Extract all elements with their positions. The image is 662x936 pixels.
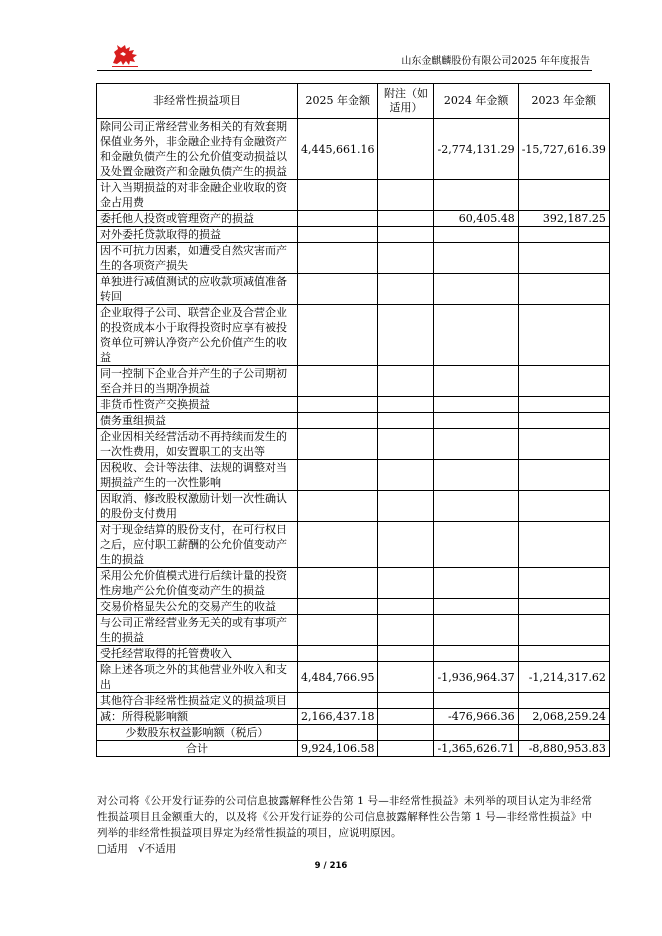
row-amount-2024 <box>434 243 518 274</box>
row-amount-2023 <box>518 522 609 568</box>
row-amount-2024 <box>434 180 518 211</box>
row-note <box>378 119 434 180</box>
row-note <box>378 615 434 646</box>
row-item-label: 企业因相关经营活动不再持续而发生的一次性费用，如安置职工的支出等 <box>97 429 298 460</box>
table-row <box>97 599 610 615</box>
table-row <box>97 646 610 662</box>
row-note <box>378 413 434 429</box>
row-amount-2023 <box>518 397 609 413</box>
row-note <box>378 491 434 522</box>
row-amount-2024: 60,405.48 <box>434 211 518 227</box>
row-amount-2023 <box>518 366 609 397</box>
row-amount-2025 <box>298 397 378 413</box>
row-amount-2025 <box>298 460 378 491</box>
row-amount-2024 <box>434 646 518 662</box>
row-item-label: 除上述各项之外的其他营业外收入和支出 <box>97 662 298 693</box>
qilin-logo-icon <box>111 43 139 67</box>
table-row <box>97 725 610 741</box>
table-row <box>97 274 610 305</box>
row-item-label: 对于现金结算的股份支付，在可行权日之后，应付职工薪酬的公允价值变动产生的损益 <box>97 522 298 568</box>
row-amount-2025 <box>298 725 378 741</box>
page-header <box>97 40 592 71</box>
row-amount-2023 <box>518 305 609 366</box>
row-amount-2025: 4,445,661.16 <box>298 119 378 180</box>
row-note <box>378 741 434 757</box>
table-row <box>97 709 610 725</box>
table-row <box>97 413 610 429</box>
row-amount-2025 <box>298 491 378 522</box>
row-amount-2023 <box>518 615 609 646</box>
row-item-label: 委托他人投资或管理资产的损益 <box>97 211 298 227</box>
table-row <box>97 491 610 522</box>
table-row <box>97 693 610 709</box>
row-note <box>378 725 434 741</box>
table-row <box>97 305 610 366</box>
table-row <box>97 662 610 693</box>
row-amount-2023: -1,214,317.62 <box>518 662 609 693</box>
row-item-label: 因取消、修改股权激励计划一次性确认的股份支付费用 <box>97 491 298 522</box>
row-item-label: 交易价格显失公允的交易产生的收益 <box>97 599 298 615</box>
row-amount-2023 <box>518 243 609 274</box>
row-note <box>378 243 434 274</box>
row-amount-2025 <box>298 366 378 397</box>
row-amount-2025 <box>298 243 378 274</box>
table-row <box>97 119 610 180</box>
row-amount-2025 <box>298 568 378 599</box>
row-amount-2023 <box>518 491 609 522</box>
row-amount-2023 <box>518 599 609 615</box>
table-row <box>97 615 610 646</box>
table-row <box>97 211 610 227</box>
row-amount-2024 <box>434 568 518 599</box>
checkmark-icon: √ <box>137 843 145 855</box>
row-amount-2025 <box>298 693 378 709</box>
row-amount-2023 <box>518 413 609 429</box>
column-header-item: 非经常性损益项目 <box>97 84 298 119</box>
row-amount-2025 <box>298 646 378 662</box>
row-note <box>378 227 434 243</box>
table-row <box>97 522 610 568</box>
row-amount-2025 <box>298 615 378 646</box>
row-amount-2024 <box>434 599 518 615</box>
row-amount-2024 <box>434 725 518 741</box>
table-row <box>97 568 610 599</box>
row-amount-2024 <box>434 413 518 429</box>
row-amount-2025 <box>298 211 378 227</box>
row-item-label: 采用公允价值模式进行后续计量的投资性房地产公允价值变动产生的损益 <box>97 568 298 599</box>
row-amount-2025 <box>298 227 378 243</box>
row-amount-2025 <box>298 180 378 211</box>
row-item-label: 企业取得子公司、联营企业及合营企业的投资成本小于取得投资时应享有被投资单位可辨认净资产公允价值产生的收益 <box>97 305 298 366</box>
row-note <box>378 646 434 662</box>
row-amount-2024 <box>434 693 518 709</box>
row-amount-2023 <box>518 429 609 460</box>
row-note <box>378 568 434 599</box>
table-row <box>97 429 610 460</box>
row-note <box>378 662 434 693</box>
applicability-line <box>97 841 176 857</box>
table-row <box>97 366 610 397</box>
table-row <box>97 397 610 413</box>
row-amount-2023 <box>518 180 609 211</box>
row-note <box>378 180 434 211</box>
column-header-2023: 2023 年金额 <box>518 84 609 119</box>
row-amount-2023 <box>518 460 609 491</box>
row-note <box>378 709 434 725</box>
row-amount-2024 <box>434 522 518 568</box>
explanation-note: 对公司将《公开发行证券的公司信息披露解释性公告第 1 号—非经常性损益》未列举的项目认定为非经常性损益项目且金额重大的，以及将《公开发行证券的公司信息披露解释性公告第 1 号—非经常性损益》中列举的非经常性损益项目界定为经常性损益的项目，应说明原因。 <box>97 795 592 839</box>
row-note <box>378 366 434 397</box>
row-item-label: 除同公司正常经营业务相关的有效套期保值业务外，非金融企业持有金融资产和金融负债产生的公允价值变动损益以及处置金融资产和金融负债产生的损益 <box>97 119 298 180</box>
row-amount-2024: -1,936,964.37 <box>434 662 518 693</box>
row-note <box>378 429 434 460</box>
row-item-label: 减：所得税影响额 <box>97 709 298 725</box>
row-item-label: 与公司正常经营业务无关的或有事项产生的损益 <box>97 615 298 646</box>
row-item-label: 债务重组损益 <box>97 413 298 429</box>
row-amount-2024: -1,365,626.71 <box>434 741 518 757</box>
not-applicable-label: 不适用 <box>144 843 177 855</box>
row-note <box>378 522 434 568</box>
table-row <box>97 180 610 211</box>
row-amount-2023 <box>518 227 609 243</box>
row-amount-2025: 9,924,106.58 <box>298 741 378 757</box>
row-amount-2023: 392,187.25 <box>518 211 609 227</box>
row-amount-2025 <box>298 305 378 366</box>
row-amount-2023: -15,727,616.39 <box>518 119 609 180</box>
row-amount-2025 <box>298 599 378 615</box>
unchecked-box-icon: □ <box>97 843 107 855</box>
table-body <box>97 119 610 757</box>
row-amount-2024 <box>434 460 518 491</box>
header-title: 山东金麒麟股份有限公司2025 年年度报告 <box>401 56 590 67</box>
row-amount-2023 <box>518 568 609 599</box>
row-amount-2025 <box>298 429 378 460</box>
row-item-label: 因不可抗力因素，如遭受自然灾害而产生的各项资产损失 <box>97 243 298 274</box>
row-amount-2025 <box>298 522 378 568</box>
row-item-label: 受托经营取得的托管费收入 <box>97 646 298 662</box>
table-row <box>97 243 610 274</box>
row-amount-2024 <box>434 227 518 243</box>
row-amount-2023 <box>518 693 609 709</box>
row-note <box>378 305 434 366</box>
row-note <box>378 693 434 709</box>
row-amount-2023 <box>518 646 609 662</box>
row-amount-2025: 2,166,437.18 <box>298 709 378 725</box>
row-item-label: 计入当期损益的对非金融企业收取的资金占用费 <box>97 180 298 211</box>
row-item-label: 非货币性资产交换损益 <box>97 397 298 413</box>
row-amount-2025: 4,484,766.95 <box>298 662 378 693</box>
row-note <box>378 211 434 227</box>
row-item-label: 其他符合非经常性损益定义的损益项目 <box>97 693 298 709</box>
row-item-label: 合计 <box>97 741 298 757</box>
row-item-label: 少数股东权益影响额（税后） <box>97 725 298 741</box>
row-amount-2024 <box>434 615 518 646</box>
row-amount-2025 <box>298 274 378 305</box>
column-header-2024: 2024 年金额 <box>434 84 518 119</box>
table-row <box>97 227 610 243</box>
row-note <box>378 460 434 491</box>
row-note <box>378 274 434 305</box>
column-header-2025: 2025 年金额 <box>298 84 378 119</box>
row-amount-2024 <box>434 305 518 366</box>
row-amount-2023 <box>518 725 609 741</box>
applicable-label: 适用 <box>106 843 128 855</box>
row-amount-2023: -8,880,953.83 <box>518 741 609 757</box>
row-amount-2024 <box>434 274 518 305</box>
row-amount-2024 <box>434 397 518 413</box>
row-amount-2024: -476,966.36 <box>434 709 518 725</box>
row-amount-2024 <box>434 366 518 397</box>
table-row <box>97 741 610 757</box>
row-item-label: 单独进行减值测试的应收款项减值准备转回 <box>97 274 298 305</box>
column-header-note: 附注（如适用） <box>378 84 434 119</box>
table-header-row <box>97 84 610 119</box>
row-amount-2023 <box>518 274 609 305</box>
row-amount-2024 <box>434 429 518 460</box>
row-item-label: 对外委托贷款取得的损益 <box>97 227 298 243</box>
row-note <box>378 599 434 615</box>
row-amount-2025 <box>298 413 378 429</box>
row-amount-2024: -2,774,131.29 <box>434 119 518 180</box>
row-item-label: 因税收、会计等法律、法规的调整对当期损益产生的一次性影响 <box>97 460 298 491</box>
row-amount-2024 <box>434 491 518 522</box>
row-note <box>378 397 434 413</box>
non-recurring-gains-table <box>96 83 610 757</box>
page-number: 9 / 216 <box>314 861 348 871</box>
row-item-label: 同一控制下企业合并产生的子公司期初至合并日的当期净损益 <box>97 366 298 397</box>
row-amount-2023: 2,068,259.24 <box>518 709 609 725</box>
table-row <box>97 460 610 491</box>
